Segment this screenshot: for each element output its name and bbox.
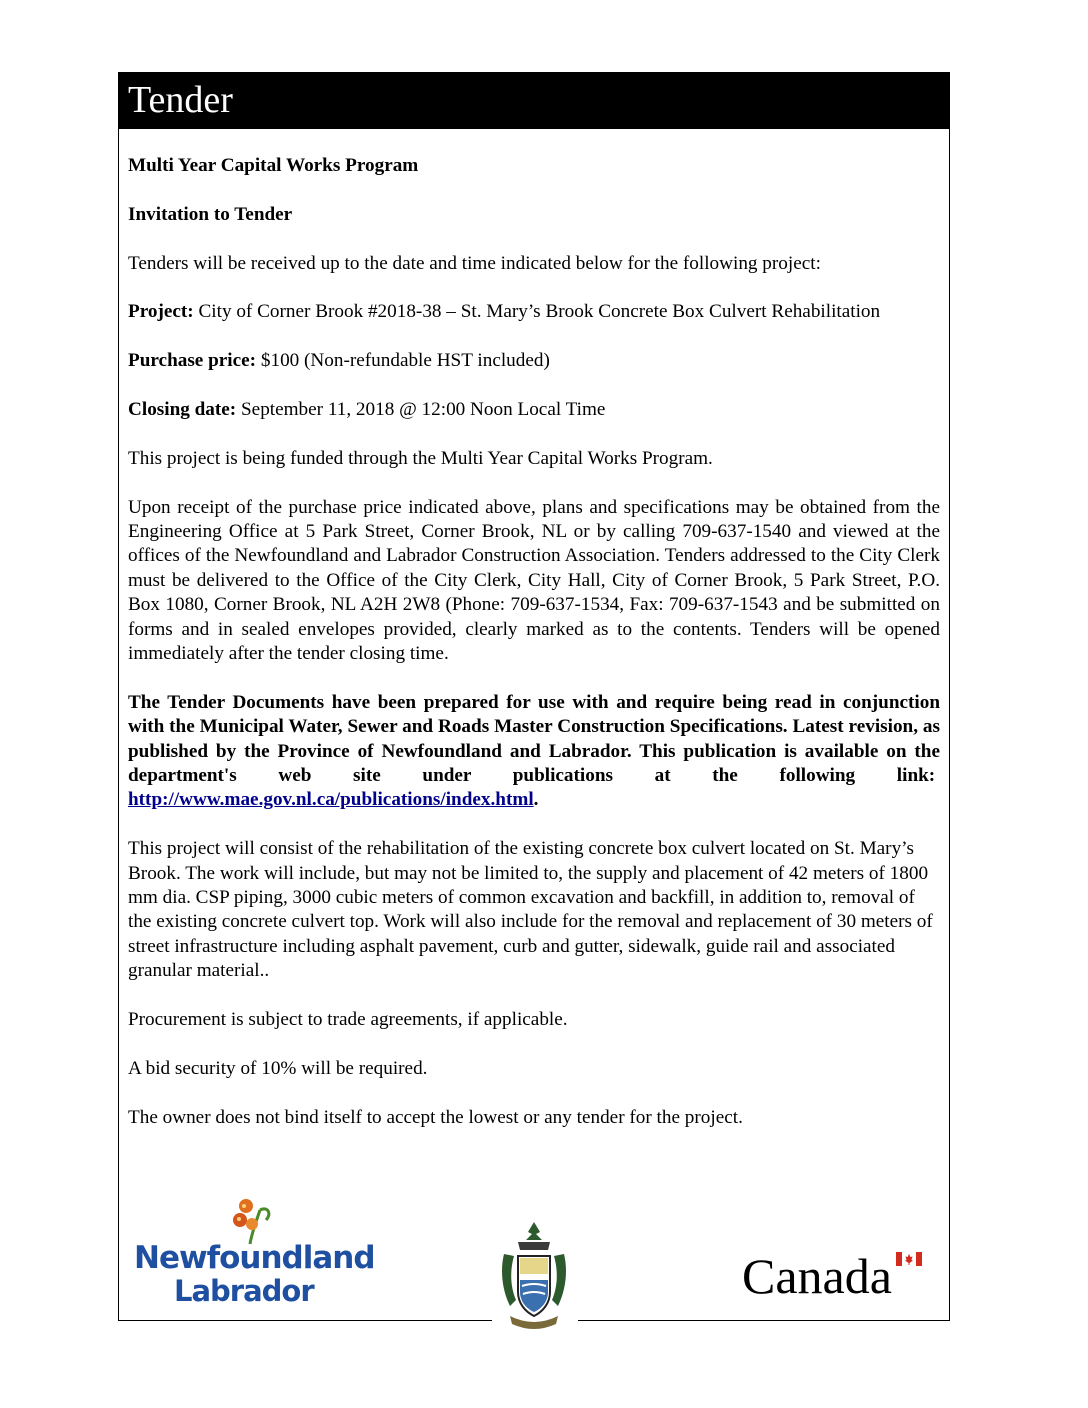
nl-logo-line2: Labrador (174, 1274, 314, 1308)
project-value: City of Corner Brook #2018-38 – St. Mary’s Brook Concrete Box Culvert Rehabilitation (198, 301, 881, 323)
security-text: A bid security of 10% will be required. (128, 1057, 428, 1079)
page-title: Tender (128, 79, 233, 121)
invitation-heading: Invitation to Tender (128, 203, 293, 225)
city-crest-icon (496, 1220, 572, 1332)
documents-text: The Tender Documents have been prepared for use with and require being read in conjunction with the Municipal Water, Sewer and Roads Master Construction Specifications. Latest revision, as published by the Province of Newfoundland and Labrador. This publication is available on the department's web site under publications at the following link: (128, 691, 940, 787)
canada-wordmark-text: Canada (742, 1248, 892, 1304)
receipt-text: Upon receipt of the purchase price indicated above, plans and specifications may be obtained from the Engineering Office at 5 Park Street, Corner Brook, NL or by calling 709-637-1540 and viewed at the offices of the Newfoundland and Labrador Construction Association. Tenders addressed to the City Clerk must be delivered to the Office of the City Clerk, City Hall, City of Corner Brook, 5 Park Street, P.O. Box 1080, Corner Brook, NL A2H 2W8 (Phone: 709-637-1534, Fax: 709-637-1543 and be submitted on forms and in sealed envelopes provided, clearly marked as to the contents. Tenders will be opened immediately after the tender closing time. (128, 496, 940, 665)
intro-text: Tenders will be received up to the date and time indicated below for the following project: (128, 252, 821, 274)
canada-flag-icon (896, 1252, 922, 1266)
newfoundland-labrador-logo (134, 1196, 375, 1308)
documents-notice: The Tender Documents have been prepared for use with and require being read in conjunction with the Municipal Water, Sewer and Roads Master Construction Specifications. Latest revision, as published by the Province of Newfoundland and Labrador. This publication is available on the department's web site under publications at the following link: http://www.mae.gov.nl.ca/publications/index.html. (128, 691, 940, 811)
canada-wordmark (742, 1248, 932, 1302)
project-line (128, 300, 940, 324)
nl-logo-line1: Newfoundland (134, 1240, 375, 1276)
closing-line (128, 398, 940, 422)
funding-text: This project is being funded through the Multi Year Capital Works Program. (128, 447, 713, 469)
owner-text: The owner does not bind itself to accept the lowest or any tender for the project. (128, 1106, 743, 1128)
pitcher-plant-icon (230, 1196, 276, 1246)
logo-strip (118, 1190, 950, 1340)
tender-content (128, 154, 940, 1154)
closing-label: Closing date: (128, 398, 237, 420)
header-bar (118, 72, 950, 129)
program-title: Multi Year Capital Works Program (128, 155, 419, 176)
publications-link[interactable]: http://www.mae.gov.nl.ca/publications/index.html (128, 789, 534, 811)
purchase-line (128, 349, 940, 373)
closing-value: September 11, 2018 @ 12:00 Noon Local Time (241, 398, 606, 420)
procurement-text: Procurement is subject to trade agreements, if applicable. (128, 1009, 568, 1031)
project-label: Project: (128, 301, 194, 323)
scope-text: This project will consist of the rehabilitation of the existing concrete box culvert located on St. Mary’s Brook. The work will include, but may not be limited to, the supply and placement of 42 meters of 1800 mm dia. CSP piping, 3000 cubic meters of common excavation and backfill, in addition to, removal of the existing concrete culvert top. Work will also include for the removal and replacement of 30 meters of street infrastructure including asphalt pavement, curb and gutter, sidewalk, guide rail and associated granular material.. (128, 838, 933, 982)
purchase-label: Purchase price: (128, 350, 257, 372)
purchase-value: $100 (Non-refundable HST included) (260, 350, 550, 372)
